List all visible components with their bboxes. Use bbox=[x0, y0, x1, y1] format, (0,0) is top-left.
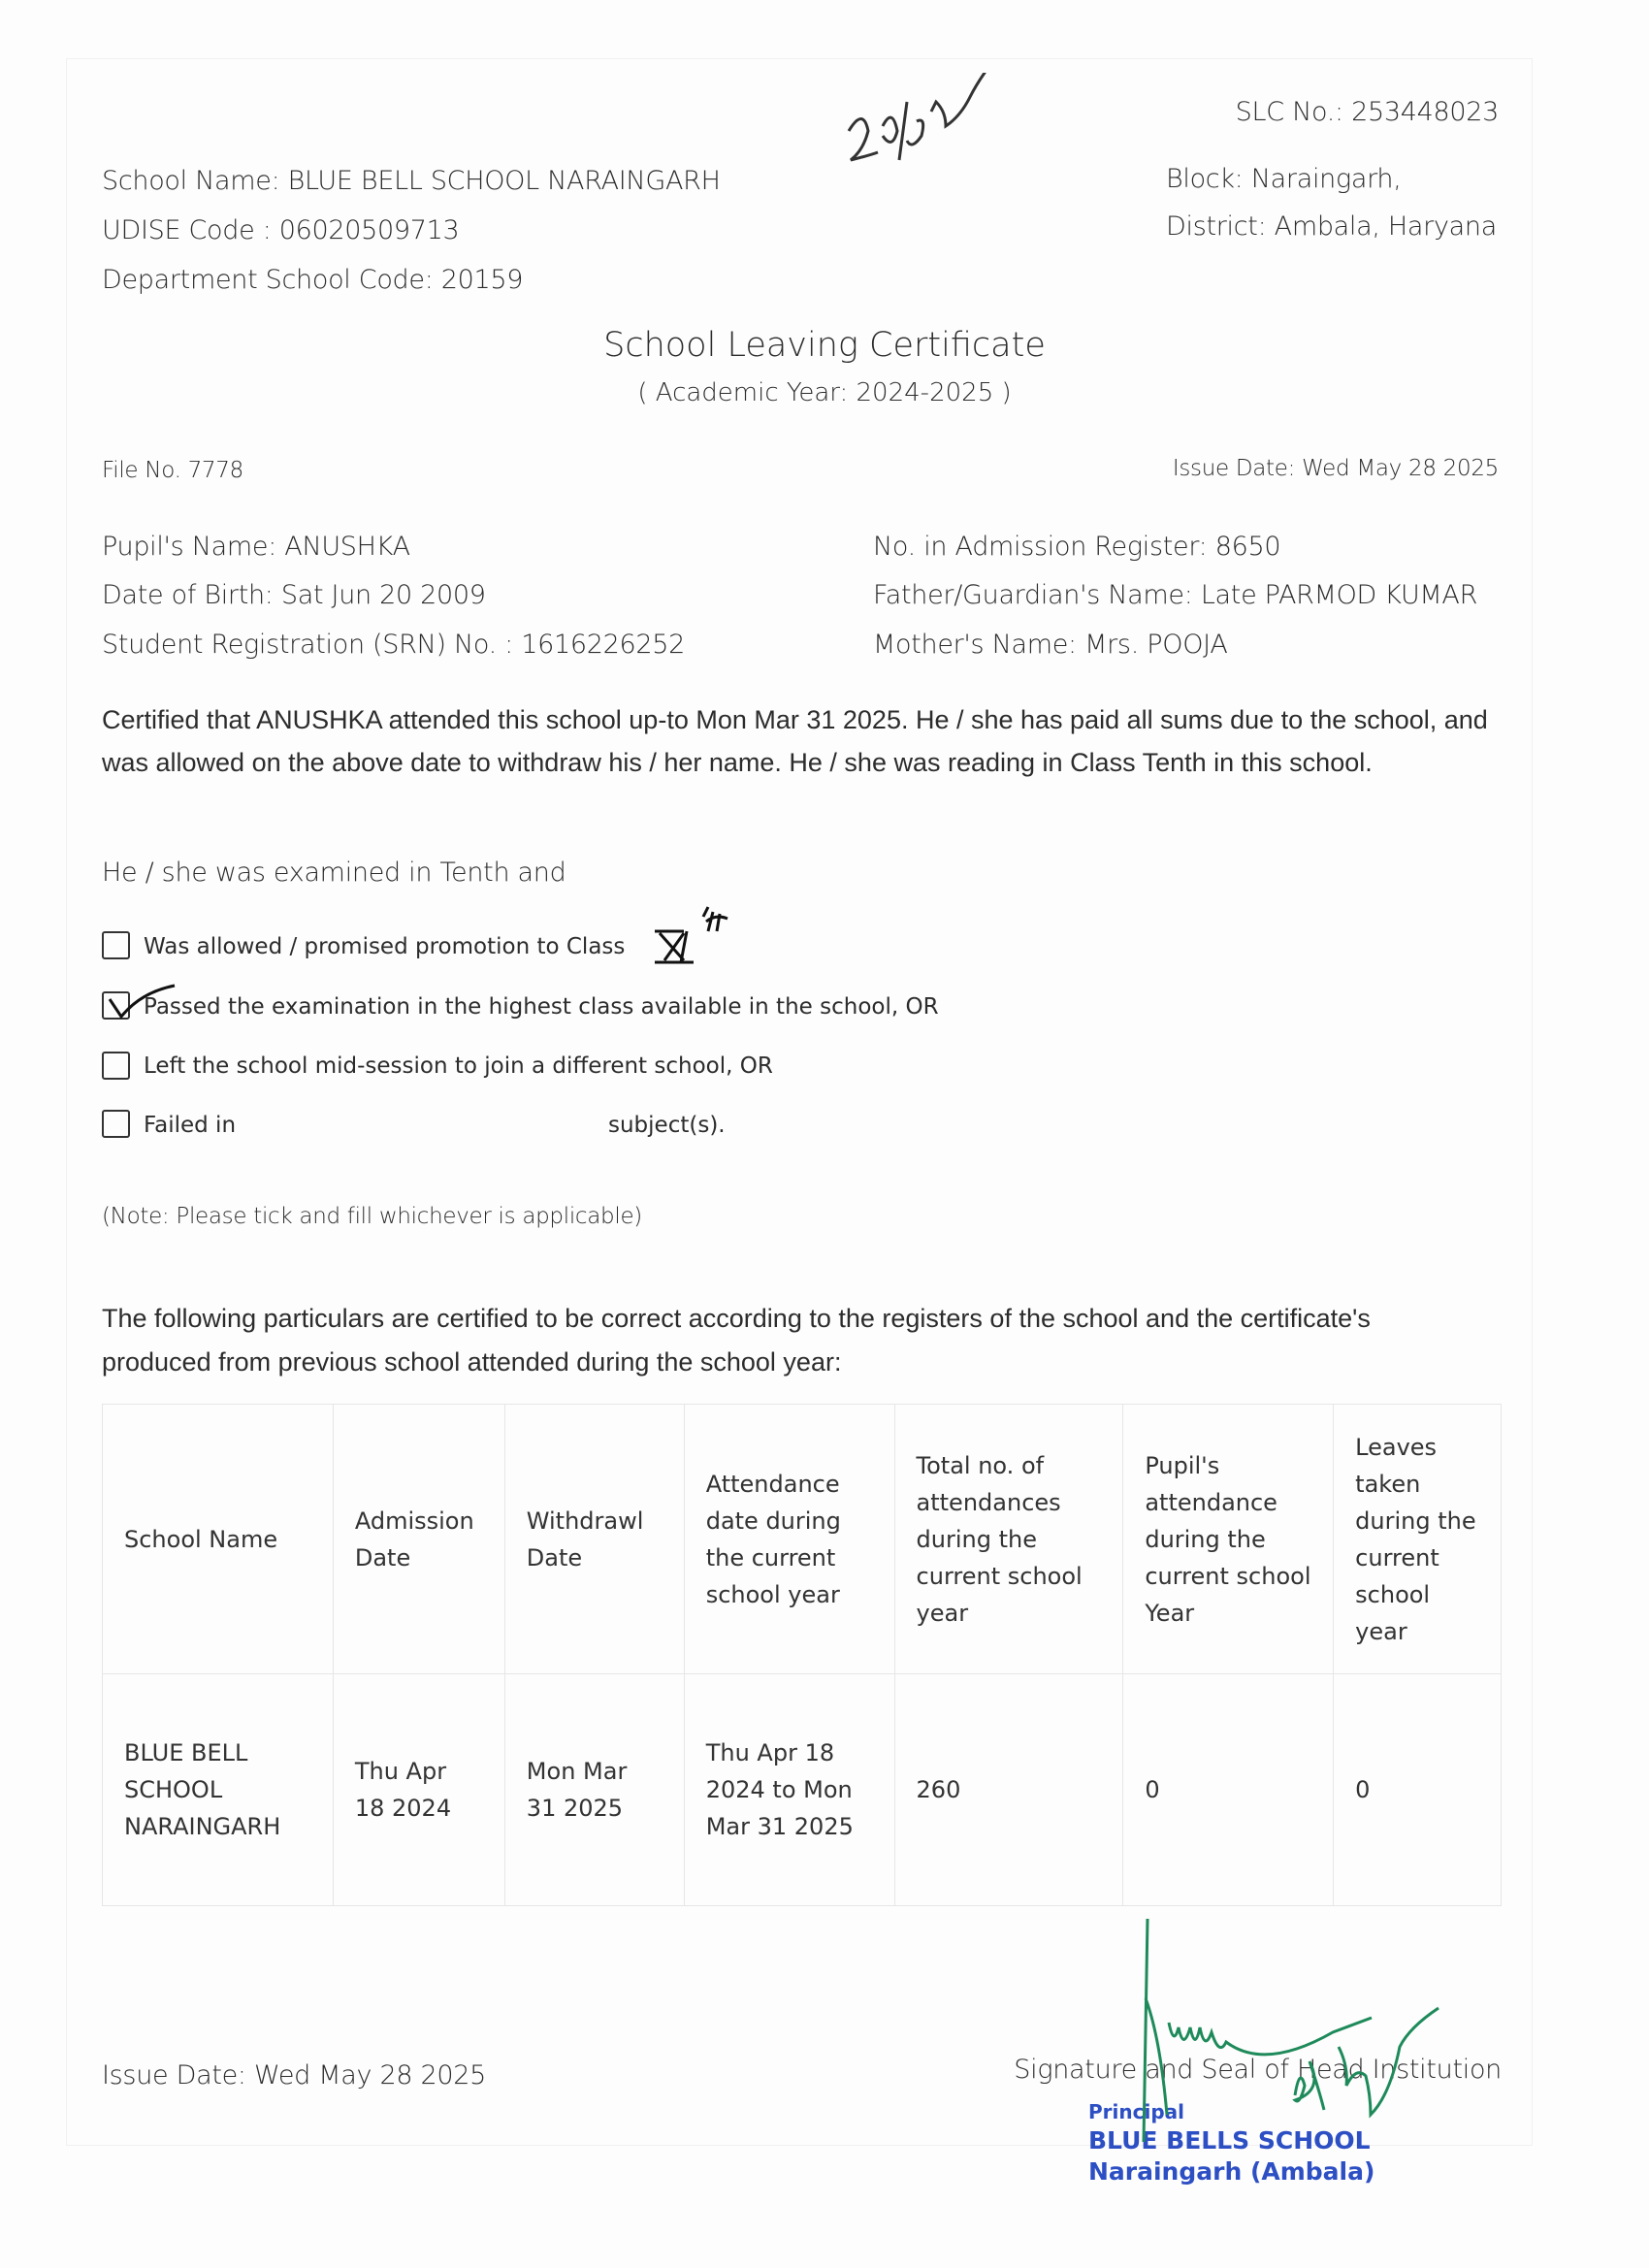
header-withdrawl-date: Withdrawl Date bbox=[504, 1405, 684, 1674]
table-header-row bbox=[103, 1405, 1502, 1674]
header-admission-date: Admission Date bbox=[333, 1405, 504, 1674]
promotion-label: Was allowed / promised promotion to Class bbox=[144, 934, 626, 959]
cell-withdrawl-date: Mon Mar 31 2025 bbox=[504, 1674, 684, 1906]
certificate-title: School Leaving Certificate bbox=[603, 326, 1046, 365]
header-attendance-date: Attendance date during the current school year bbox=[684, 1405, 894, 1674]
cell-school-name: BLUE BELL SCHOOL NARAINGARH bbox=[103, 1674, 334, 1906]
certified-paragraph: Certified that ANUSHKA attended this school up-to Mon Mar 31 2025. He / she has paid all sums due to the school, and was allowed on the above date to withdraw his / her name. He / she was reading in Class Tenth in this school. bbox=[102, 705, 1488, 777]
table-row bbox=[103, 1674, 1502, 1906]
passed-label: Passed the examination in the highest class available in the school, OR bbox=[144, 994, 939, 1020]
cell-pupil-attendance: 0 bbox=[1123, 1674, 1334, 1906]
cell-attendance-date: Thu Apr 18 2024 to Mon Mar 31 2025 bbox=[684, 1674, 894, 1906]
cell-leaves-taken: 0 bbox=[1334, 1674, 1502, 1906]
pupil-name: Pupil's Name: ANUSHKA bbox=[102, 532, 410, 562]
school-name: School Name: BLUE BELL SCHOOL NARAINGARH bbox=[102, 166, 721, 196]
header-school-name: School Name bbox=[103, 1405, 334, 1674]
file-number: File No. 7778 bbox=[102, 458, 243, 483]
stamp-principal: Principal bbox=[1088, 2100, 1184, 2123]
date-of-birth: Date of Birth: Sat Jun 20 2009 bbox=[102, 580, 486, 610]
stamp-school: BLUE BELLS SCHOOL bbox=[1088, 2126, 1371, 2155]
handwritten-date bbox=[839, 73, 1043, 179]
particulars-table bbox=[102, 1404, 1502, 1906]
header-pupil-attendance: Pupil's attendance during the current school Year bbox=[1123, 1405, 1334, 1674]
handwritten-class-xi bbox=[650, 902, 757, 970]
note: (Note: Please tick and fill whichever is applicable) bbox=[102, 1204, 642, 1229]
stamp-location: Naraingarh (Ambala) bbox=[1088, 2157, 1375, 2186]
left-school-checkbox[interactable] bbox=[102, 1052, 130, 1080]
header-leaves-taken: Leaves taken during the current school year bbox=[1334, 1405, 1502, 1674]
signature-label: Signature and Seal of Head Institution bbox=[1014, 2055, 1502, 2085]
department-school-code: Department School Code: 20159 bbox=[102, 265, 524, 295]
slc-number: SLC No.: 253448023 bbox=[1235, 97, 1499, 127]
father-name: Father/Guardian's Name: Late PARMOD KUMAR bbox=[873, 580, 1478, 610]
left-school-label: Left the school mid-session to join a different school, OR bbox=[144, 1053, 773, 1079]
academic-year: ( Academic Year: 2024-2025 ) bbox=[637, 378, 1012, 407]
particulars-paragraph: The following particulars are certified to be correct according to the registers of the school and the certificate's produced from previous school attended during the school year: bbox=[102, 1304, 1371, 1377]
header-total-attendances: Total no. of attendances during the current school year bbox=[894, 1405, 1123, 1674]
udise-code: UDISE Code : 06020509713 bbox=[102, 215, 460, 245]
examined-text: He / she was examined in Tenth and bbox=[102, 858, 566, 888]
subjects-label: subject(s). bbox=[608, 1113, 726, 1138]
failed-checkbox[interactable] bbox=[102, 1110, 130, 1138]
block: Block: Naraingarh, bbox=[1166, 164, 1402, 194]
srn-number: Student Registration (SRN) No. : 1616226252 bbox=[102, 630, 686, 660]
principal-signature bbox=[1125, 1901, 1513, 2144]
cell-total-attendances: 260 bbox=[894, 1674, 1123, 1906]
promotion-checkbox[interactable] bbox=[102, 931, 130, 959]
issue-date-top: Issue Date: Wed May 28 2025 bbox=[1172, 456, 1499, 481]
admission-register-number: No. in Admission Register: 8650 bbox=[873, 532, 1281, 562]
mother-name: Mother's Name: Mrs. POOJA bbox=[873, 630, 1228, 660]
issue-date-bottom: Issue Date: Wed May 28 2025 bbox=[102, 2060, 487, 2090]
cell-admission-date: Thu Apr 18 2024 bbox=[333, 1674, 504, 1906]
district: District: Ambala, Haryana bbox=[1166, 211, 1497, 242]
failed-label: Failed in bbox=[144, 1113, 237, 1138]
